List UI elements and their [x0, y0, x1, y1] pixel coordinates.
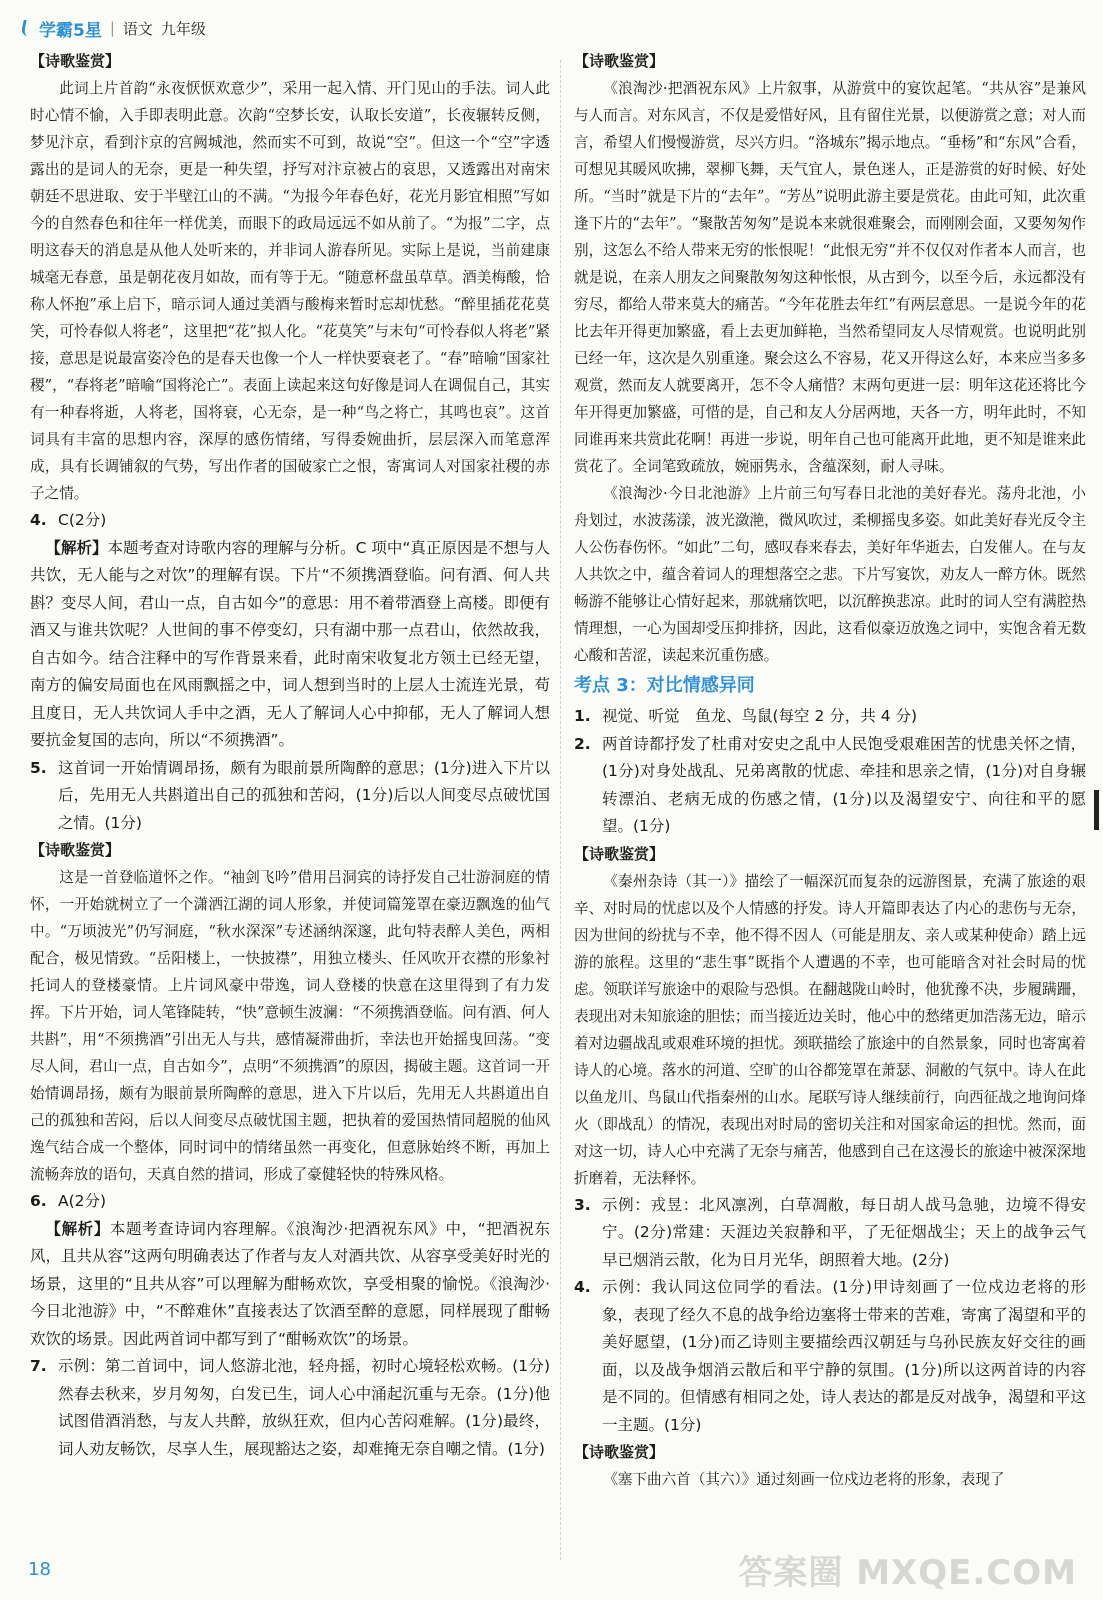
analysis-body: 本题考查对诗歌内容的理解与分析。C 项中“真正原因是不想与人共饮，无人能与之对饮”的理解有误。下片“不须携酒登临。问有酒、何人共斟？变尽人间，君山一点，自古如今”的意思：用不着带酒登上高楼。即便有酒又与谁共饮呢？人世间的事不停变幻，只有湖中那一点君山，依然故我，自古如今。结合注释中的写作背景来看，此时南宋收复北方领土已经无望，南方的偏安局面也在风雨飘摇之中，词人想到当时的上层人士流连光景，苟且度日，无人共饮词人手中之酒，无人了解词人心中抑郁，无人了解词人想要抗金复国的志向，所以“不须携酒”。: [30, 538, 550, 749]
page-edge-mark: [1094, 790, 1099, 830]
answer-item-2: [574, 731, 1086, 841]
analysis-body: 本题考查诗词内容理解。《浪淘沙·把酒祝东风》中，“把酒祝东风，且共从容”这两句明确表达了作者与友人对酒共饮、从容享受美好时光的场景，这里的“且共从容”可以理解为酣畅欢饮，享受相聚的愉悦。《浪淘沙·今日北池游》中，“不醉难休”直接表达了饮酒至醉的意愿，同样展现了酣畅欢饮的场景。因此两首词中都写到了“酣畅欢饮”的场景。: [30, 1219, 550, 1348]
grade-label: 九年级: [160, 19, 206, 38]
answer-item-6: [30, 1188, 550, 1216]
answer-body: 这首词一开始情调昂扬，颇有为眼前景所陶醉的意思；(1分)进入下片以后，先用无人共斟道出自己的孤独和苦闷，(1分)后以人间变尽点破忧国之情。(1分): [58, 758, 550, 832]
question-number: 4.: [30, 511, 47, 529]
page-header: [22, 14, 206, 42]
question-number: 2.: [574, 734, 591, 753]
question-number: 7.: [30, 1357, 47, 1375]
answer-body: 示例：第二首词中，词人悠游北池，轻舟摇，初时心境轻松欢畅。(1分)然春去秋来，岁月匆匆，白发已生，词人心中涌起沉重与无奈。(1分)他试图借酒消愁，与友人共醉，放纵狂欢，但内心苦闷难解。(1分)最终，词人劝友畅饮，尽享人生，展现豁达之姿，却难掩无奈自嘲之情。(1分): [58, 1357, 550, 1458]
question-number: 6.: [30, 1192, 47, 1210]
brand-logo: [22, 16, 102, 41]
header-separator: |: [109, 19, 115, 37]
analysis-text: [30, 1216, 550, 1354]
logo-icon: [20, 20, 38, 36]
appreciation-text: 此词上片首韵“永夜恹恹欢意少”，采用一起入情、开门见山的手法。词人此时心情不愉，入手即表明此意。次韵“空梦长安，认取长安道”，长夜辗转反侧，梦见汴京，看到汴京的宫阙城池，然而实不可到，故说“空”。但这一个“空”字透露出的是词人的无奈，更是一种失望，抒写对汴京被占的哀思，又透露出对南宋朝廷不思进取、安于半壁江山的不满。“为报今年春色好，花光月影宜相照”写如今的自然春色和往年一样优美，而眼下的政局远远不如从前了。“为报”二字，点明这春天的消息是从他人处听来的，并非词人游春所见。实际上是说，当前建康城毫无春意，虽是朝花夜月如故，而有等于无。“随意杯盘虽草草。酒美梅酸，恰称人怀抱”承上启下，暗示词人通过美酒与酸梅来暂时忘却忧愁。“醉里插花花莫笑，可怜春似人将老”，这里把“花”拟人化。“花莫笑”与末句“可怜春似人将老”紧接，意思是说最富姿冷色的是春天也像一个人一样快要衰老了。“春”暗喻“国家社稷”，“春将老”暗喻“国将沦亡”。表面上读起来这句好像是词人在调侃自己，其实有一种春将逝，人将老，国将衰，心无奈，是一种“鸟之将亡，其鸣也哀”。这首词具有丰富的思想内容，深厚的感伤情绪，写得委婉曲折，层层深入而笔意浑成，具有长调铺叙的气势，写出作者的国破家亡之恨，寄寓词人对国家社稷的赤子之情。: [30, 80, 550, 502]
analysis-label: 【解析】: [45, 538, 108, 557]
section-title-poetry-appreciation: 【诗歌鉴赏】: [30, 841, 121, 859]
page-number: 18: [28, 1559, 51, 1580]
question-number: 1.: [574, 707, 591, 725]
answer-choice: A(2分): [58, 1192, 107, 1210]
logo-text: 学霸5星: [39, 20, 102, 41]
analysis-label: 【解析】: [45, 1219, 110, 1238]
answer-item-4: [30, 507, 550, 535]
right-column: [574, 48, 1086, 1560]
question-number: 4.: [574, 1278, 591, 1296]
key-point-heading: 考点 3：对比情感异同: [574, 675, 755, 696]
answer-body: 视觉、听觉 鱼龙、鸟鼠(每空 2 分，共 4 分): [602, 707, 918, 725]
answer-body: 示例：戎昱：北风凛冽，白草凋敝，每日胡人战马急驰，边境不得安宁。(2分)常建：天涯边关寂静和平，了无征烟战尘；天上的战争云气早已烟消云散，化为日月光华，朗照着大地。(2分): [602, 1195, 1086, 1269]
appreciation-text: 《塞下曲六首（其六）》通过刻画一位戍边老将的形象，表现了: [603, 1471, 1005, 1488]
answer-body: 示例：我认同这位同学的看法。(1分)甲诗刻画了一位戍边老将的形象，表现了经久不息的战争给边塞将士带来的苦难，寄寓了渴望和平的美好愿望，(1分)而乙诗则主要描绘西汉朝廷与乌孙民族友好交往的画面，以及战争烟消云散后和平宁静的氛围。(1分)所以这两首诗的内容是不同的。但情感有相同之处，诗人表达的都是反对战争，渴望和平这一主题。(1分): [602, 1278, 1086, 1434]
section-title-poetry-appreciation: 【诗歌鉴赏】: [574, 844, 665, 863]
question-number: 3.: [574, 1195, 591, 1214]
answer-item-4: [574, 1274, 1086, 1439]
section-title-poetry-appreciation: 【诗歌鉴赏】: [574, 1443, 665, 1461]
left-column: [30, 48, 550, 1560]
appreciation-text: 《浪淘沙·今日北池游》上片前三句写春日北池的美好春光。荡舟北池，小舟划过，水波荡漾，波光潋滟，微风吹过，柔柳摇曳多姿。如此美好春光反令主人公伤春伤怀。“如此”二句，感叹春来春去，美好年华逝去，白发催人。在与友人共饮之中，蕴含着词人的理想落空之悲。下片写宴饮，劝友人一醉方休。既然畅游不能够让心情好起来，那就痛饮吧，以沉醉换悲凉。此时的词人空有满腔热情理想，一心为国却受压抑排挤，因此，这看似豪迈放逸之词中，实饱含着无数心酸和苦涩，读起来沉重伤感。: [574, 485, 1086, 664]
answer-choice: C(2分): [58, 511, 107, 529]
analysis-text: [30, 535, 550, 755]
appreciation-text: 《浪淘沙·把酒祝东风》上片叙事，从游赏中的宴饮起笔。“共从容”是兼风与人而言。对东风言，不仅是爱惜好风，且有留住光景，以便游赏之意；对人而言，希望人们慢慢游赏，尽兴方归。“洛城东”揭示地点。“垂杨”和“东风”合看，可想见其暖风吹拂，翠柳飞舞，天气宜人，景色迷人，正是游赏的好时候、好处所。“当时”就是下片的“去年”。“芳丛”说明此游主要是赏花。由此可知，此次重逢下片的“去年”。“聚散苦匆匆”是说本来就很难聚会，而刚刚会面，又要匆匆作别，这怎么不给人带来无穷的怅恨呢！“此恨无穷”并不仅仅对作者本人而言，也就是说，在亲人朋友之间聚散匆匆这种怅恨，从古到今，以至今后，永远都没有穷尽，都给人带来莫大的痛苦。“今年花胜去年红”有两层意思。一是说今年的花比去年开得更加繁盛，看上去更加鲜艳，当然希望同友人尽情观赏。也说明此别已经一年，这次是久别重逢。聚会这么不容易，花又开得这么好，本来应当多多观赏，然而友人就要离开，怎不令人痛惜？末两句更进一层：明年这花还将比今年开得更加繁盛，可惜的是，自己和友人分居两地，天各一方，明年此时，不知同谁再来共赏此花啊！再进一步说，明年自己也可能离开此地，更不知是谁来此赏花了。全词笔致疏放，婉丽隽永，含蕴深刻，耐人寻味。: [574, 80, 1086, 475]
answer-item-5: [30, 755, 550, 838]
appreciation-text: 这是一首登临道怀之作。“袖剑飞吟”借用吕洞宾的诗抒发自己壮游洞庭的情怀，一开始就树立了一个潇洒江湖的词人形象，并使词篇笼罩在豪迈飘逸的仙气中。“万顷波光”仍写洞庭，“秋水深深”专述涵纳深邃，此句特表醉人美色，两相配合，极见情致。“岳阳楼上，一快披襟”，用独立楼头、任风吹开衣襟的形象衬托词人的登楼豪情。上片词风豪中带逸，词人登楼的快意在这里得到了有力发挥。下片开始，词人笔锋陡转，“快”意顿生波澜：“不须携酒登临。问有酒、何人共斟”，用“不须携酒”引出无人与共，感情凝滞曲折，幸法也开始摇曳回荡。“变尽人间，君山一点，自古如今”，点明“不须携酒”的原因，揭破主题。这首词一开始情调昂扬，颇有为眼前景所陶醉的意思，进入下片以后，先用无人共斟道出自己的孤独和苦闷，后以人间变尽点破忧国主题，把执着的爱国热情同超脱的仙风逸气结合成一个整体，同时词中的情绪虽然一再变化，但意脉始终不断，再加上流畅奔放的语句，天真自然的措词，形成了豪健轻快的特殊风格。: [30, 869, 550, 1183]
appreciation-text: 《秦州杂诗（其一）》描绘了一幅深沉而复杂的远游图景，充满了旅途的艰辛、对时局的忧虑以及个人情感的抒发。诗人开篇即表达了内心的悲伤与无奈，因为世间的纷扰与不幸，他不得不因人（可能是朋友、亲人或某种使命）踏上远游的旅程。这里的“悲生事”既指个人遭遇的不幸，也可能暗含对社会时局的忧虑。领联详写旅途中的艰险与恐惧。在翻越陇山岭时，他犹豫不决，步履蹒跚，表现出对未知旅途的胆怯；而当接近边关时，他心中的愁绪更加浩荡无边，暗示着对边疆战乱或艰难环境的担忧。颈联描绘了旅途中的自然景象，同时也寄寓着诗人的心境。落水的河道、空旷的山谷都笼罩在萧瑟、洞敝的气氛中。诗人在此以鱼龙川、鸟鼠山代指秦州的山水。尾联写诗人继续前行，向西征战之地询问烽火（即战乱）的情况，表现出对时局的密切关注和对国家命运的担忧。然而，面对这一切，诗人心中充满了无奈与痛苦，他感到自己在这漫长的旅途中被深深地折磨着，无法释怀。: [574, 872, 1086, 1187]
answer-item-3: [574, 1192, 1086, 1275]
section-title-poetry-appreciation: 【诗歌鉴赏】: [30, 52, 121, 70]
subject-label: 语文: [122, 19, 153, 38]
answer-item-1: [574, 703, 1086, 731]
answer-body: 两首诗都抒发了杜甫对安史之乱中人民饱受艰难困苦的忧患关怀之情，(1分)对身处战乱、兄弟离散的忧虑、牵挂和思亲之情，(1分)对自身辗转漂泊、老病无成的伤感之情，(1分)以及渴望安宁、向往和平的愿望。(1分): [602, 734, 1086, 835]
watermark-logo: 答案圈 MXQE.COM: [738, 1553, 1077, 1593]
column-divider: [560, 60, 561, 1560]
section-title-poetry-appreciation: 【诗歌鉴赏】: [574, 52, 665, 70]
answer-item-7: [30, 1353, 550, 1463]
question-number: 5.: [30, 758, 47, 777]
